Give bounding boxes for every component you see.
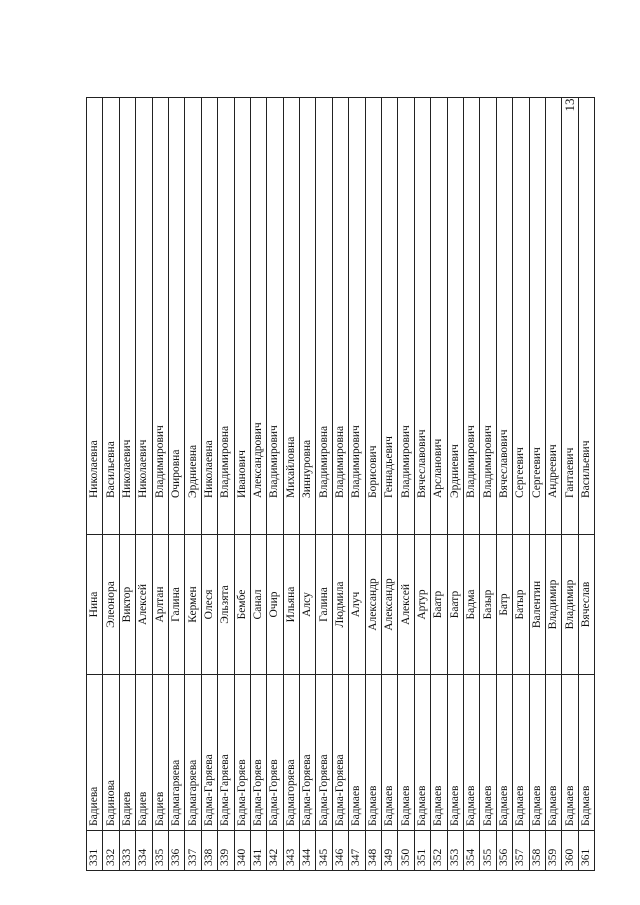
- patronymic-cell: Александрович: [250, 98, 266, 535]
- patronymic-cell: Владимирович: [267, 98, 283, 535]
- surname-cell: Бадмаев: [382, 675, 398, 831]
- patronymic-cell: Владимирович: [463, 98, 479, 535]
- first-name-cell: Батр: [496, 535, 512, 675]
- surname-cell: Бадма-Горяева: [332, 675, 348, 831]
- row-number: 341: [250, 831, 266, 871]
- patronymic-cell: Андреевич: [545, 98, 561, 535]
- surname-cell: Бадмаев: [365, 675, 381, 831]
- surname-cell: Бадма-Гаряева: [218, 675, 234, 831]
- patronymic-cell: Сергеевич: [529, 98, 545, 535]
- table-row: [365, 98, 381, 871]
- table-row: [119, 98, 135, 871]
- row-number: 354: [463, 831, 479, 871]
- surname-cell: Бадмагаряева: [168, 675, 184, 831]
- surname-cell: Бадиева: [87, 675, 103, 831]
- table-row: [447, 98, 463, 871]
- table-row: [136, 98, 152, 871]
- first-name-cell: Арлтан: [152, 535, 168, 675]
- patronymic-cell: Зиннуровна: [300, 98, 316, 535]
- table-row: [234, 98, 250, 871]
- first-name-cell: Владимир: [545, 535, 561, 675]
- first-name-cell: Кермен: [185, 535, 201, 675]
- first-name-cell: Бембе: [234, 535, 250, 675]
- first-name-cell: Виктор: [119, 535, 135, 675]
- first-name-cell: Алексей: [398, 535, 414, 675]
- first-name-cell: Ильяна: [283, 535, 299, 675]
- row-number: 344: [300, 831, 316, 871]
- row-number: 339: [218, 831, 234, 871]
- table-row: [513, 98, 529, 871]
- surname-cell: Бадмаев: [513, 675, 529, 831]
- table-row: [201, 98, 217, 871]
- patronymic-cell: Вячеславович: [414, 98, 430, 535]
- first-name-cell: Бадма: [463, 535, 479, 675]
- table-row: [300, 98, 316, 871]
- page-number: 13: [562, 98, 577, 112]
- first-name-cell: Галина: [168, 535, 184, 675]
- row-number: 358: [529, 831, 545, 871]
- first-name-cell: Александр: [365, 535, 381, 675]
- names-table: [86, 97, 595, 871]
- table-row: [185, 98, 201, 871]
- surname-cell: Бадмаев: [529, 675, 545, 831]
- table-row: [103, 98, 119, 871]
- table-row: [152, 98, 168, 871]
- row-number: 337: [185, 831, 201, 871]
- surname-cell: Бадмаев: [431, 675, 447, 831]
- patronymic-cell: Васильевич: [578, 98, 594, 535]
- row-number: 347: [349, 831, 365, 871]
- first-name-cell: Эльзята: [218, 535, 234, 675]
- surname-cell: Бадиев: [152, 675, 168, 831]
- row-number: 332: [103, 831, 119, 871]
- table-row: [414, 98, 430, 871]
- table-row: [480, 98, 496, 871]
- patronymic-cell: Николаевич: [136, 98, 152, 535]
- surname-cell: Бадмаев: [414, 675, 430, 831]
- patronymic-cell: Николаевна: [201, 98, 217, 535]
- row-number: 346: [332, 831, 348, 871]
- row-number: 352: [431, 831, 447, 871]
- first-name-cell: Артур: [414, 535, 430, 675]
- row-number: 343: [283, 831, 299, 871]
- table-row: [382, 98, 398, 871]
- names-table-body: [87, 98, 595, 871]
- surname-cell: Бадмаев: [562, 675, 578, 831]
- row-number: 348: [365, 831, 381, 871]
- first-name-cell: Александр: [382, 535, 398, 675]
- row-number: 360: [562, 831, 578, 871]
- first-name-cell: Владимир: [562, 535, 578, 675]
- table-row: [283, 98, 299, 871]
- table-row: [267, 98, 283, 871]
- first-name-cell: Баатр: [447, 535, 463, 675]
- surname-cell: Бадма-Горяев: [234, 675, 250, 831]
- table-row: [87, 98, 103, 871]
- patronymic-cell: Николаевна: [87, 98, 103, 535]
- row-number: 335: [152, 831, 168, 871]
- row-number: 334: [136, 831, 152, 871]
- row-number: 356: [496, 831, 512, 871]
- first-name-cell: Санал: [250, 535, 266, 675]
- surname-cell: Бадма-Горяева: [300, 675, 316, 831]
- patronymic-cell: Геннадьевич: [382, 98, 398, 535]
- table-row: [218, 98, 234, 871]
- table-row: [250, 98, 266, 871]
- row-number: 331: [87, 831, 103, 871]
- table-row: [332, 98, 348, 871]
- row-number: 350: [398, 831, 414, 871]
- surname-cell: Бадма-Гаряева: [201, 675, 217, 831]
- surname-cell: Бадмаев: [496, 675, 512, 831]
- patronymic-cell: Эрдниевна: [185, 98, 201, 535]
- first-name-cell: Базыр: [480, 535, 496, 675]
- patronymic-cell: Арсланович: [431, 98, 447, 535]
- surname-cell: Бадма-Горяев: [267, 675, 283, 831]
- surname-cell: Бадмаев: [480, 675, 496, 831]
- first-name-cell: Батыр: [513, 535, 529, 675]
- patronymic-cell: Михайловна: [283, 98, 299, 535]
- first-name-cell: Валентин: [529, 535, 545, 675]
- first-name-cell: Алексей: [136, 535, 152, 675]
- table-row: [398, 98, 414, 871]
- table-row: [316, 98, 332, 871]
- row-number: 338: [201, 831, 217, 871]
- surname-cell: Бадма-Горяев: [250, 675, 266, 831]
- surname-cell: Бадиев: [136, 675, 152, 831]
- surname-cell: Бадмаев: [463, 675, 479, 831]
- surname-cell: Бадмаев: [398, 675, 414, 831]
- patronymic-cell: Владимировна: [332, 98, 348, 535]
- row-number: 357: [513, 831, 529, 871]
- row-number: 351: [414, 831, 430, 871]
- patronymic-cell: Владимирович: [398, 98, 414, 535]
- first-name-cell: Олеся: [201, 535, 217, 675]
- patronymic-cell: Сергеевич: [513, 98, 529, 535]
- surname-cell: Бадмаев: [447, 675, 463, 831]
- first-name-cell: Галина: [316, 535, 332, 675]
- first-name-cell: Очир: [267, 535, 283, 675]
- patronymic-cell: Владимирович: [152, 98, 168, 535]
- patronymic-cell: Очировна: [168, 98, 184, 535]
- row-number: 345: [316, 831, 332, 871]
- row-number: 342: [267, 831, 283, 871]
- first-name-cell: Алсу: [300, 535, 316, 675]
- table-row: [545, 98, 561, 871]
- row-number: 340: [234, 831, 250, 871]
- first-name-cell: Элеонора: [103, 535, 119, 675]
- row-number: 333: [119, 831, 135, 871]
- patronymic-cell: Иванович: [234, 98, 250, 535]
- row-number: 349: [382, 831, 398, 871]
- patronymic-cell: Владимировна: [218, 98, 234, 535]
- first-name-cell: Нина: [87, 535, 103, 675]
- table-row: [529, 98, 545, 871]
- patronymic-cell: Владимирович: [349, 98, 365, 535]
- table-row: [463, 98, 479, 871]
- patronymic-cell: Васильевна: [103, 98, 119, 535]
- patronymic-cell: Гантаевич: [562, 98, 578, 535]
- first-name-cell: Людмила: [332, 535, 348, 675]
- patronymic-cell: Вячеславович: [496, 98, 512, 535]
- surname-cell: Бадмаев: [578, 675, 594, 831]
- table-row: [349, 98, 365, 871]
- surname-cell: Бадмагоряева: [283, 675, 299, 831]
- row-number: 336: [168, 831, 184, 871]
- patronymic-cell: Борисович: [365, 98, 381, 535]
- patronymic-cell: Владимирович: [480, 98, 496, 535]
- surname-cell: Бадиев: [119, 675, 135, 831]
- row-number: 361: [578, 831, 594, 871]
- row-number: 355: [480, 831, 496, 871]
- first-name-cell: Алуч: [349, 535, 365, 675]
- patronymic-cell: Эрдниевич: [447, 98, 463, 535]
- row-number: 359: [545, 831, 561, 871]
- surname-cell: Бадмаев: [545, 675, 561, 831]
- patronymic-cell: Николаевич: [119, 98, 135, 535]
- table-row: [168, 98, 184, 871]
- table-row: [431, 98, 447, 871]
- table-row: [496, 98, 512, 871]
- surname-cell: Бадмагаряева: [185, 675, 201, 831]
- patronymic-cell: Владимировна: [316, 98, 332, 535]
- surname-cell: Бадма-Горяева: [316, 675, 332, 831]
- first-name-cell: Вячеслав: [578, 535, 594, 675]
- surname-cell: Бадмаев: [349, 675, 365, 831]
- surname-cell: Бадинова: [103, 675, 119, 831]
- first-name-cell: Баатр: [431, 535, 447, 675]
- row-number: 353: [447, 831, 463, 871]
- table-row: [562, 98, 578, 871]
- table-row: [578, 98, 594, 871]
